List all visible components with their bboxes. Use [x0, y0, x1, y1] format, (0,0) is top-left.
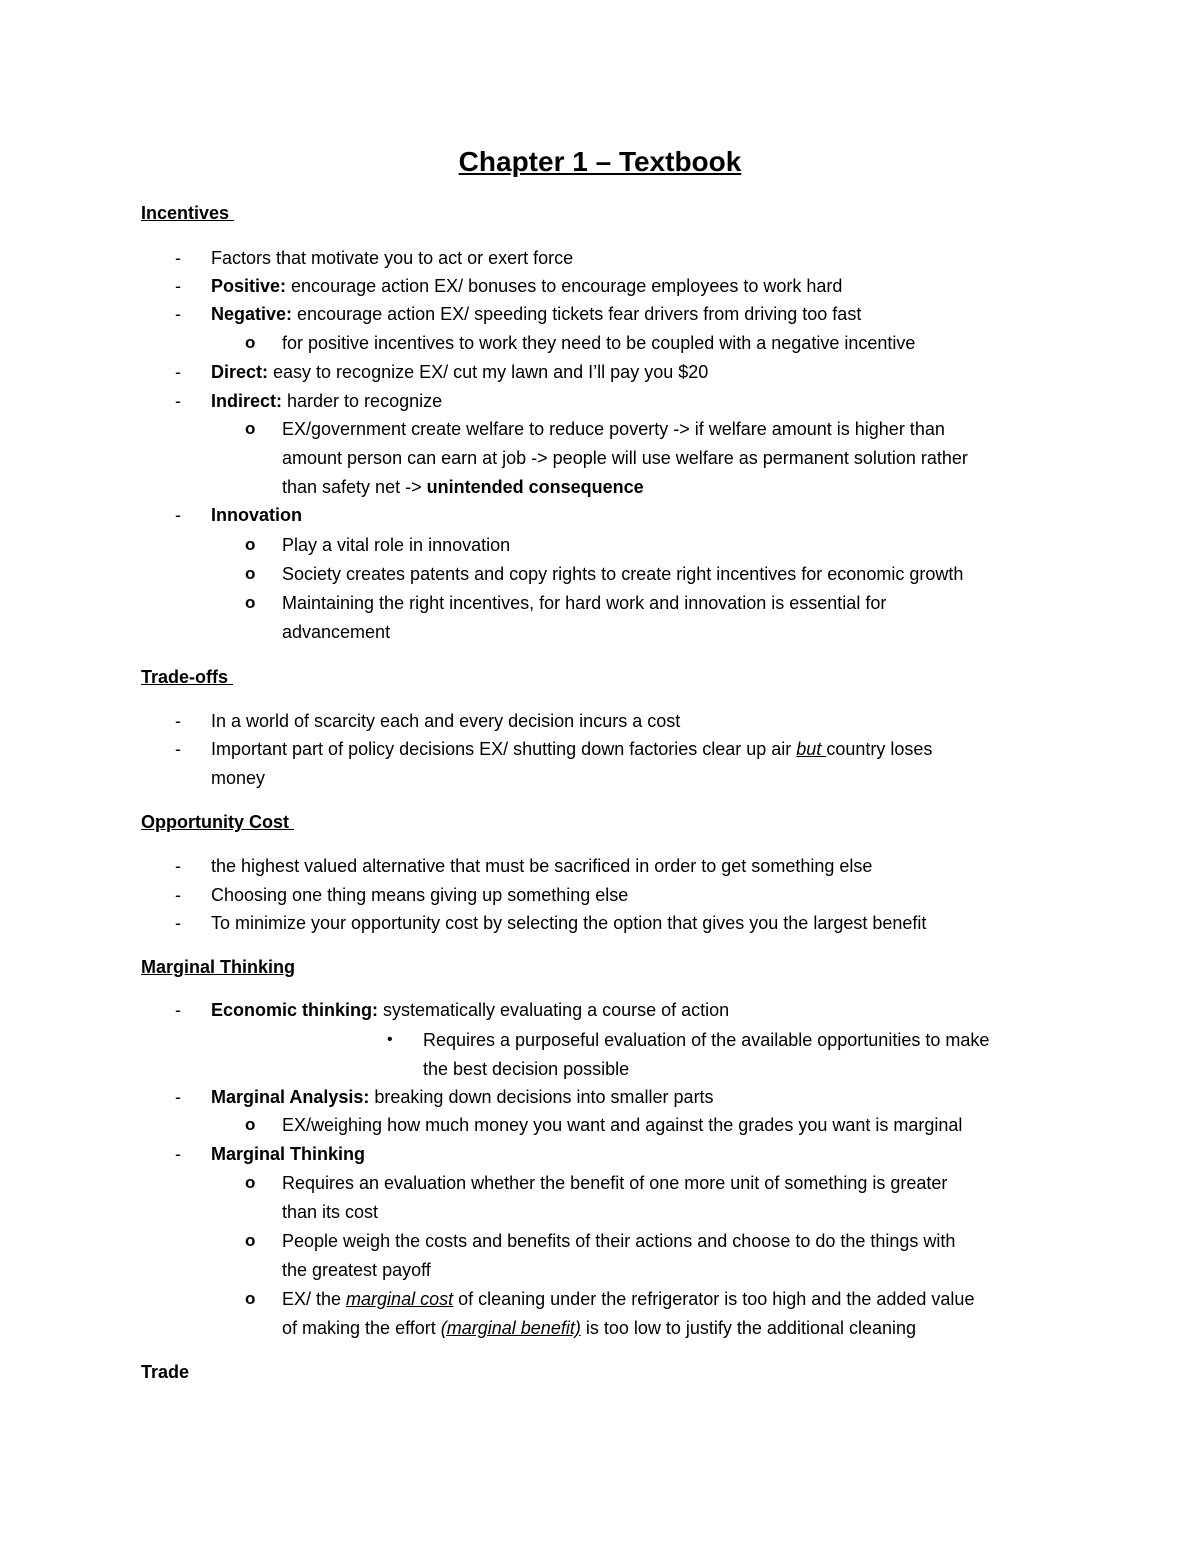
list-item-continuation	[282, 1316, 916, 1340]
dash-marker: -	[175, 304, 181, 324]
dash-marker: -	[175, 391, 181, 411]
list-item: Play a vital role in innovation	[282, 535, 511, 555]
list-item: Requires a purposeful evaluation of the available opportunities to make	[423, 1030, 990, 1050]
term-positive: Positive:	[211, 276, 287, 296]
bullet-marker: •	[387, 1031, 393, 1048]
item-text: of making the effort	[282, 1318, 441, 1338]
circle-marker: o	[245, 333, 256, 352]
heading-incentives: Incentives	[141, 203, 235, 223]
emphasis-marginal-benefit: (marginal benefit)	[440, 1318, 581, 1338]
circle-marker: o	[245, 535, 256, 554]
list-item-continuation	[282, 475, 644, 499]
list-item: Requires an evaluation whether the benefit of one more unit of something is greater	[282, 1173, 948, 1193]
list-item-continuation: advancement	[282, 622, 391, 642]
term-economic-thinking: Economic thinking:	[211, 1000, 379, 1020]
circle-marker: o	[245, 419, 256, 438]
item-text: harder to recognize	[282, 391, 443, 411]
term-marginal-analysis: Marginal Analysis:	[211, 1087, 370, 1107]
item-text: of cleaning under the refrigerator is too high and the added value	[453, 1289, 975, 1309]
heading-tradeoffs: Trade-offs	[141, 667, 234, 687]
circle-marker: o	[245, 1231, 256, 1250]
list-item-continuation: than its cost	[282, 1202, 379, 1222]
dash-marker: -	[175, 856, 181, 876]
list-item-continuation: money	[211, 768, 266, 788]
term-direct: Direct:	[211, 362, 269, 382]
item-text: encourage action EX/ speeding tickets fear drivers from driving too fast	[292, 304, 862, 324]
item-text: than safety net ->	[282, 477, 427, 497]
circle-marker: o	[245, 1173, 256, 1192]
emphasis-marginal-cost: marginal cost	[346, 1289, 454, 1309]
list-item	[211, 1142, 365, 1166]
list-item	[211, 998, 729, 1022]
list-item	[211, 360, 708, 384]
item-text: breaking down decisions into smaller parts	[369, 1087, 714, 1107]
page-title: Chapter 1 – Textbook	[458, 146, 742, 177]
list-item	[211, 302, 861, 326]
circle-marker: o	[245, 593, 256, 612]
list-item: Choosing one thing means giving up something else	[211, 885, 629, 905]
list-item	[211, 1085, 714, 1109]
list-item	[282, 1287, 974, 1311]
list-item: the highest valued alternative that must be sacrificed in order to get something else	[211, 856, 873, 876]
item-text: Important part of policy decisions EX/ shutting down factories clear up air	[211, 739, 797, 759]
item-text: EX/ the	[282, 1289, 347, 1309]
dash-marker: -	[175, 362, 181, 382]
term-negative: Negative:	[211, 304, 293, 324]
circle-marker: o	[245, 1289, 256, 1308]
list-item	[211, 274, 842, 298]
list-item	[211, 503, 302, 527]
list-item-continuation: the best decision possible	[423, 1059, 630, 1079]
dash-marker: -	[175, 885, 181, 905]
item-text: country loses	[826, 739, 933, 759]
term-indirect: Indirect:	[211, 391, 283, 411]
list-item: Society creates patents and copy rights to create right incentives for economic growth	[282, 564, 964, 584]
list-item: To minimize your opportunity cost by selecting the option that gives you the largest benefit	[211, 913, 927, 933]
item-text: systematically evaluating a course of action	[378, 1000, 730, 1020]
dash-marker: -	[175, 739, 181, 759]
heading-marginal-thinking: Marginal Thinking	[141, 957, 296, 977]
list-item-continuation: the greatest payoff	[282, 1260, 431, 1280]
dash-marker: -	[175, 1000, 181, 1020]
list-item: People weigh the costs and benefits of their actions and choose to do the things with	[282, 1231, 956, 1251]
heading-trade: Trade	[141, 1362, 190, 1382]
list-item	[211, 389, 442, 413]
heading-opportunity-cost: Opportunity Cost	[141, 812, 294, 832]
item-text: encourage action EX/ bonuses to encourage employees to work hard	[286, 276, 843, 296]
circle-marker: o	[245, 1115, 256, 1134]
dash-marker: -	[175, 913, 181, 933]
dash-marker: -	[175, 1144, 181, 1164]
dash-marker: -	[175, 711, 181, 731]
circle-marker: o	[245, 564, 256, 583]
dash-marker: -	[175, 248, 181, 268]
term-innovation: Innovation	[211, 505, 302, 525]
list-item: for positive incentives to work they need to be coupled with a negative incentive	[282, 333, 916, 353]
dash-marker: -	[175, 505, 181, 525]
term-marginal-thinking: Marginal Thinking	[211, 1144, 366, 1164]
list-item: In a world of scarcity each and every decision incurs a cost	[211, 711, 681, 731]
dash-marker: -	[175, 1087, 181, 1107]
term-unintended-consequence: unintended consequence	[426, 477, 644, 497]
list-item: EX/weighing how much money you want and against the grades you want is marginal	[282, 1115, 963, 1135]
dash-marker: -	[175, 276, 181, 296]
emphasis-but: but	[796, 739, 827, 759]
list-item: EX/government create welfare to reduce poverty -> if welfare amount is higher than	[282, 419, 945, 439]
item-text: easy to recognize EX/ cut my lawn and I’ll pay you $20	[268, 362, 709, 382]
list-item: Maintaining the right incentives, for hard work and innovation is essential for	[282, 593, 887, 613]
list-item-continuation: amount person can earn at job -> people will use welfare as permanent solution rather	[282, 448, 968, 468]
item-text: is too low to justify the additional cleaning	[580, 1318, 917, 1338]
list-item	[211, 737, 932, 761]
list-item: Factors that motivate you to act or exert force	[211, 248, 574, 268]
